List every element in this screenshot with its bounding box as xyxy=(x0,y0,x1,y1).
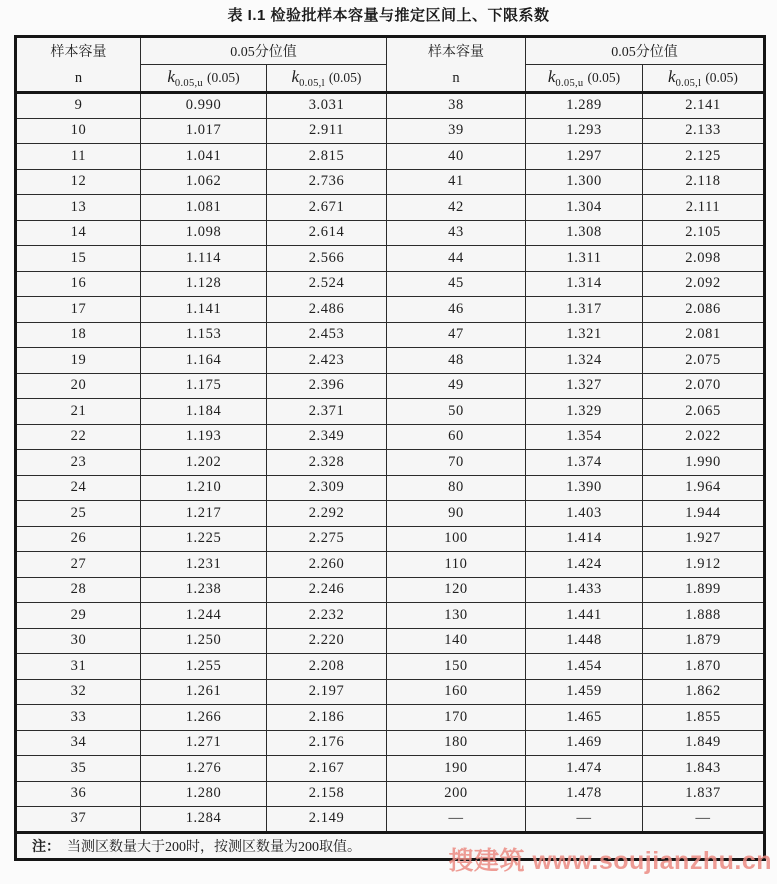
cell-k-upper: 1.297 xyxy=(526,144,643,170)
table-row xyxy=(16,424,765,450)
cell-k-upper: 1.454 xyxy=(526,654,643,680)
cell-sample-size: 130 xyxy=(387,603,526,629)
cell-k-lower: 2.086 xyxy=(643,297,765,323)
cell-k-upper: 1.448 xyxy=(526,628,643,654)
cell-k-lower: 2.349 xyxy=(267,424,387,450)
cell-k-upper: 1.314 xyxy=(526,271,643,297)
cell-k-upper: 1.354 xyxy=(526,424,643,450)
table-row xyxy=(16,730,765,756)
table-row xyxy=(16,577,765,603)
cell-k-upper: 1.293 xyxy=(526,118,643,144)
cell-k-upper: 1.210 xyxy=(141,475,267,501)
table-row xyxy=(16,628,765,654)
cell-k-upper: 1.478 xyxy=(526,781,643,807)
cell-sample-size: 150 xyxy=(387,654,526,680)
cell-sample-size: 42 xyxy=(387,195,526,221)
cell-sample-size: 29 xyxy=(16,603,141,629)
sample-size-label: 样本容量 xyxy=(50,45,107,60)
cell-k-lower: 2.197 xyxy=(267,679,387,705)
cell-k-lower: 1.912 xyxy=(643,552,765,578)
cell-k-lower: 2.111 xyxy=(643,195,765,221)
cell-sample-size: 23 xyxy=(16,450,141,476)
cell-k-lower: 2.275 xyxy=(267,526,387,552)
cell-k-upper: 1.244 xyxy=(141,603,267,629)
cell-sample-size: — xyxy=(387,807,526,833)
sample-size-label: 样本容量 xyxy=(428,45,484,60)
cell-k-lower: 2.149 xyxy=(267,807,387,833)
cell-k-lower: 1.964 xyxy=(643,475,765,501)
cell-sample-size: 39 xyxy=(387,118,526,144)
table-row xyxy=(16,552,765,578)
cell-k-upper: 1.321 xyxy=(526,322,643,348)
table-row xyxy=(16,348,765,374)
header-quantile-left: 0.05分位值 xyxy=(141,37,387,65)
cell-k-lower: 1.990 xyxy=(643,450,765,476)
cell-sample-size: 14 xyxy=(16,220,141,246)
cell-sample-size: 31 xyxy=(16,654,141,680)
k-subscript: 0.05,u xyxy=(174,77,203,89)
cell-k-lower: 2.105 xyxy=(643,220,765,246)
table-row xyxy=(16,756,765,782)
cell-k-lower: 2.292 xyxy=(267,501,387,527)
table-row xyxy=(16,705,765,731)
table-row xyxy=(16,475,765,501)
cell-sample-size: 33 xyxy=(16,705,141,731)
cell-sample-size: 10 xyxy=(16,118,141,144)
cell-k-upper: 1.017 xyxy=(141,118,267,144)
cell-k-lower: 2.736 xyxy=(267,169,387,195)
cell-sample-size: 50 xyxy=(387,399,526,425)
cell-k-lower: 2.220 xyxy=(267,628,387,654)
cell-sample-size: 140 xyxy=(387,628,526,654)
cell-k-upper: 1.308 xyxy=(526,220,643,246)
cell-k-lower: 2.141 xyxy=(643,93,765,119)
cell-k-lower: 2.118 xyxy=(643,169,765,195)
cell-k-lower: 2.371 xyxy=(267,399,387,425)
header-quantile-right: 0.05分位值 xyxy=(526,37,765,65)
cell-k-upper: 1.062 xyxy=(141,169,267,195)
cell-k-upper: 1.231 xyxy=(141,552,267,578)
cell-k-lower: 2.246 xyxy=(267,577,387,603)
cell-sample-size: 120 xyxy=(387,577,526,603)
cell-k-lower: 1.837 xyxy=(643,781,765,807)
cell-k-lower: 1.855 xyxy=(643,705,765,731)
cell-k-upper: 1.289 xyxy=(526,93,643,119)
cell-k-upper: 1.193 xyxy=(141,424,267,450)
cell-k-lower: 2.176 xyxy=(267,730,387,756)
cell-k-upper: 1.424 xyxy=(526,552,643,578)
cell-sample-size: 19 xyxy=(16,348,141,374)
cell-k-upper: 1.041 xyxy=(141,144,267,170)
cell-k-upper: 1.414 xyxy=(526,526,643,552)
cell-sample-size: 170 xyxy=(387,705,526,731)
coefficient-table xyxy=(14,35,766,861)
cell-k-upper: 1.329 xyxy=(526,399,643,425)
cell-sample-size: 46 xyxy=(387,297,526,323)
header-sample-size-right xyxy=(387,37,526,93)
cell-sample-size: 20 xyxy=(16,373,141,399)
table-row xyxy=(16,450,765,476)
cell-k-lower: 2.167 xyxy=(267,756,387,782)
cell-k-upper: 1.459 xyxy=(526,679,643,705)
cell-k-lower: 1.944 xyxy=(643,501,765,527)
cell-sample-size: 43 xyxy=(387,220,526,246)
header-k-upper-right xyxy=(526,65,643,93)
cell-sample-size: 28 xyxy=(16,577,141,603)
table-row xyxy=(16,118,765,144)
cell-sample-size: 15 xyxy=(16,246,141,272)
cell-sample-size: 200 xyxy=(387,781,526,807)
table-row xyxy=(16,195,765,221)
cell-k-lower: 2.133 xyxy=(643,118,765,144)
table-row xyxy=(16,144,765,170)
table-row xyxy=(16,322,765,348)
cell-sample-size: 21 xyxy=(16,399,141,425)
table-row xyxy=(16,603,765,629)
table-row xyxy=(16,93,765,119)
k-argument: (0.05) xyxy=(587,70,621,86)
cell-k-upper: 1.081 xyxy=(141,195,267,221)
k-symbol: k xyxy=(668,67,676,87)
k-symbol: k xyxy=(547,67,556,87)
k-subscript: 0.05,l xyxy=(299,77,325,89)
cell-k-upper: 1.327 xyxy=(526,373,643,399)
cell-sample-size: 17 xyxy=(16,297,141,323)
cell-sample-size: 60 xyxy=(387,424,526,450)
cell-k-upper: — xyxy=(526,807,643,833)
cell-sample-size: 40 xyxy=(387,144,526,170)
cell-sample-size: 36 xyxy=(16,781,141,807)
cell-sample-size: 34 xyxy=(16,730,141,756)
cell-sample-size: 16 xyxy=(16,271,141,297)
table-body xyxy=(16,93,765,833)
watermark: 搜建筑 www.soujianzhu.cn xyxy=(448,847,772,875)
cell-k-upper: 1.128 xyxy=(141,271,267,297)
k-argument: (0.05) xyxy=(206,70,240,86)
cell-k-lower: 1.879 xyxy=(643,628,765,654)
cell-k-lower: 2.260 xyxy=(267,552,387,578)
cell-sample-size: 45 xyxy=(387,271,526,297)
cell-sample-size: 24 xyxy=(16,475,141,501)
cell-sample-size: 13 xyxy=(16,195,141,221)
cell-k-lower: 2.158 xyxy=(267,781,387,807)
cell-sample-size: 47 xyxy=(387,322,526,348)
cell-k-lower: 2.911 xyxy=(267,118,387,144)
cell-k-upper: 1.304 xyxy=(526,195,643,221)
table-row xyxy=(16,501,765,527)
cell-k-upper: 1.141 xyxy=(141,297,267,323)
cell-k-lower: 1.927 xyxy=(643,526,765,552)
header-k-lower-right xyxy=(643,65,765,93)
cell-k-upper: 1.098 xyxy=(141,220,267,246)
cell-sample-size: 48 xyxy=(387,348,526,374)
cell-sample-size: 25 xyxy=(16,501,141,527)
cell-sample-size: 9 xyxy=(16,93,141,119)
k-subscript: 0.05,u xyxy=(555,77,584,89)
cell-sample-size: 12 xyxy=(16,169,141,195)
cell-k-lower: 2.566 xyxy=(267,246,387,272)
cell-k-lower: 2.075 xyxy=(643,348,765,374)
cell-k-lower: 2.065 xyxy=(643,399,765,425)
cell-sample-size: 41 xyxy=(387,169,526,195)
cell-k-upper: 1.276 xyxy=(141,756,267,782)
cell-k-upper: 1.114 xyxy=(141,246,267,272)
cell-k-upper: 1.271 xyxy=(141,730,267,756)
header-sample-size-left xyxy=(16,37,141,93)
cell-k-upper: 0.990 xyxy=(141,93,267,119)
cell-sample-size: 30 xyxy=(16,628,141,654)
cell-k-upper: 1.284 xyxy=(141,807,267,833)
cell-k-upper: 1.175 xyxy=(141,373,267,399)
table-row xyxy=(16,297,765,323)
cell-k-lower: 2.098 xyxy=(643,246,765,272)
cell-k-upper: 1.441 xyxy=(526,603,643,629)
cell-sample-size: 180 xyxy=(387,730,526,756)
cell-k-upper: 1.217 xyxy=(141,501,267,527)
cell-sample-size: 27 xyxy=(16,552,141,578)
cell-k-upper: 1.433 xyxy=(526,577,643,603)
table-row xyxy=(16,807,765,833)
cell-sample-size: 18 xyxy=(16,322,141,348)
table-header xyxy=(16,37,765,93)
table-row xyxy=(16,526,765,552)
cell-k-upper: 1.266 xyxy=(141,705,267,731)
cell-k-upper: 1.403 xyxy=(526,501,643,527)
table-row xyxy=(16,373,765,399)
header-k-upper-left xyxy=(141,65,267,93)
cell-sample-size: 49 xyxy=(387,373,526,399)
sample-size-symbol: n xyxy=(452,70,460,86)
sample-size-symbol: n xyxy=(74,70,83,86)
cell-k-lower: 2.186 xyxy=(267,705,387,731)
cell-k-upper: 1.390 xyxy=(526,475,643,501)
cell-k-upper: 1.261 xyxy=(141,679,267,705)
table-row xyxy=(16,654,765,680)
cell-k-lower: 2.092 xyxy=(643,271,765,297)
cell-sample-size: 11 xyxy=(16,144,141,170)
cell-k-upper: 1.465 xyxy=(526,705,643,731)
table-row xyxy=(16,271,765,297)
cell-k-upper: 1.311 xyxy=(526,246,643,272)
cell-k-lower: 2.022 xyxy=(643,424,765,450)
cell-k-upper: 1.164 xyxy=(141,348,267,374)
cell-sample-size: 32 xyxy=(16,679,141,705)
cell-k-lower: 2.125 xyxy=(643,144,765,170)
k-argument: (0.05) xyxy=(705,70,738,86)
cell-k-lower: 2.671 xyxy=(267,195,387,221)
k-argument: (0.05) xyxy=(328,70,362,86)
cell-k-lower: 2.232 xyxy=(267,603,387,629)
cell-sample-size: 90 xyxy=(387,501,526,527)
cell-k-upper: 1.317 xyxy=(526,297,643,323)
table-row xyxy=(16,399,765,425)
cell-k-upper: 1.238 xyxy=(141,577,267,603)
cell-k-lower: — xyxy=(643,807,765,833)
table-row xyxy=(16,679,765,705)
cell-k-lower: 2.309 xyxy=(267,475,387,501)
cell-k-lower: 2.423 xyxy=(267,348,387,374)
header-row-group xyxy=(16,37,765,65)
cell-sample-size: 110 xyxy=(387,552,526,578)
cell-k-upper: 1.280 xyxy=(141,781,267,807)
note-prefix: 注： xyxy=(32,839,60,855)
cell-sample-size: 38 xyxy=(387,93,526,119)
table-row xyxy=(16,220,765,246)
cell-k-lower: 2.453 xyxy=(267,322,387,348)
cell-k-lower: 2.524 xyxy=(267,271,387,297)
cell-sample-size: 22 xyxy=(16,424,141,450)
cell-k-upper: 1.324 xyxy=(526,348,643,374)
cell-sample-size: 160 xyxy=(387,679,526,705)
note-text: 当测区数量大于200时，按测区数量为200取值。 xyxy=(67,839,361,855)
cell-k-lower: 2.081 xyxy=(643,322,765,348)
cell-k-lower: 1.888 xyxy=(643,603,765,629)
cell-k-lower: 2.486 xyxy=(267,297,387,323)
cell-k-lower: 1.899 xyxy=(643,577,765,603)
cell-sample-size: 70 xyxy=(387,450,526,476)
k-subscript: 0.05,l xyxy=(675,77,702,89)
cell-k-upper: 1.250 xyxy=(141,628,267,654)
k-symbol: k xyxy=(291,67,300,87)
cell-k-lower: 3.031 xyxy=(267,93,387,119)
cell-k-lower: 2.614 xyxy=(267,220,387,246)
cell-k-lower: 2.070 xyxy=(643,373,765,399)
cell-k-upper: 1.153 xyxy=(141,322,267,348)
cell-k-lower: 2.208 xyxy=(267,654,387,680)
cell-k-lower: 2.328 xyxy=(267,450,387,476)
cell-k-upper: 1.474 xyxy=(526,756,643,782)
cell-k-upper: 1.184 xyxy=(141,399,267,425)
cell-k-lower: 1.849 xyxy=(643,730,765,756)
cell-k-upper: 1.374 xyxy=(526,450,643,476)
cell-sample-size: 80 xyxy=(387,475,526,501)
cell-k-upper: 1.202 xyxy=(141,450,267,476)
cell-k-upper: 1.255 xyxy=(141,654,267,680)
page-title: 表 I.1 检验批样本容量与推定区间上、下限系数 xyxy=(227,7,550,24)
cell-k-upper: 1.300 xyxy=(526,169,643,195)
cell-k-lower: 1.843 xyxy=(643,756,765,782)
cell-sample-size: 100 xyxy=(387,526,526,552)
cell-sample-size: 190 xyxy=(387,756,526,782)
cell-k-lower: 1.862 xyxy=(643,679,765,705)
cell-sample-size: 35 xyxy=(16,756,141,782)
cell-k-upper: 1.469 xyxy=(526,730,643,756)
cell-k-lower: 2.396 xyxy=(267,373,387,399)
header-k-lower-left xyxy=(267,65,387,93)
table-row xyxy=(16,781,765,807)
table-row xyxy=(16,169,765,195)
cell-k-lower: 2.815 xyxy=(267,144,387,170)
cell-sample-size: 44 xyxy=(387,246,526,272)
cell-k-upper: 1.225 xyxy=(141,526,267,552)
k-symbol: k xyxy=(167,67,175,87)
cell-sample-size: 37 xyxy=(16,807,141,833)
cell-k-lower: 1.870 xyxy=(643,654,765,680)
table-row xyxy=(16,246,765,272)
cell-sample-size: 26 xyxy=(16,526,141,552)
